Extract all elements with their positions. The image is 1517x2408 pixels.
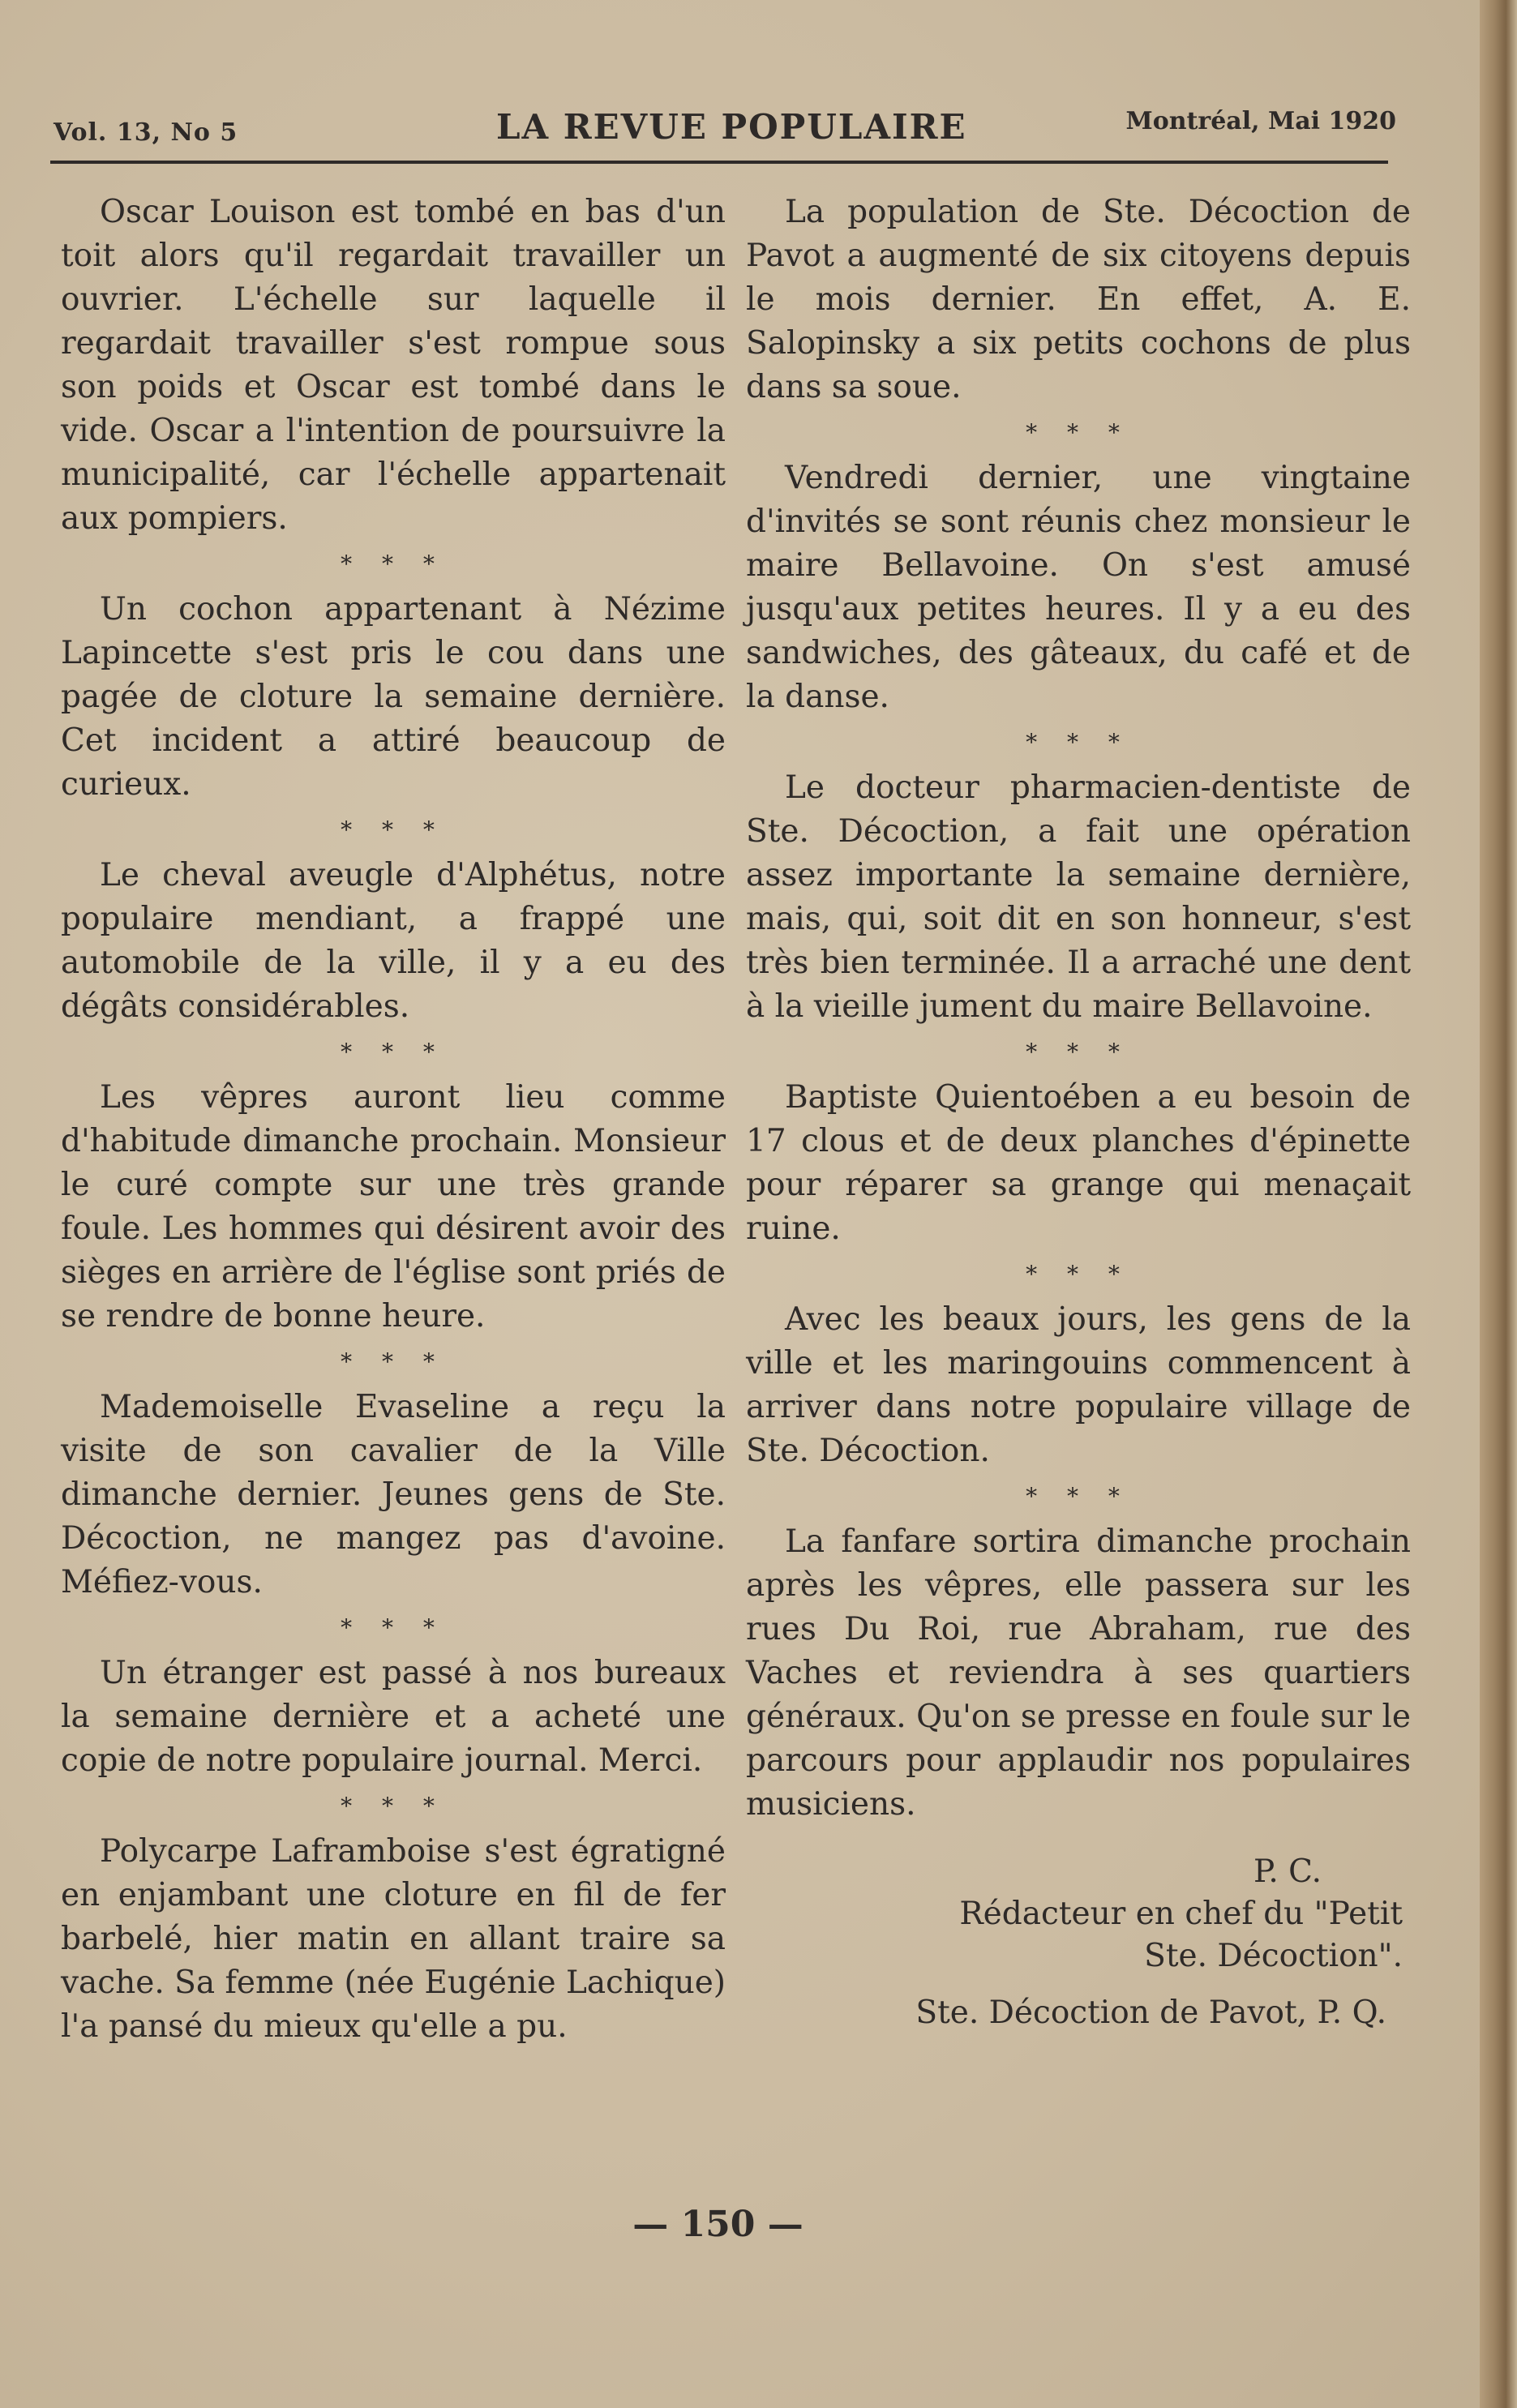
separator: * * *: [341, 1039, 446, 1065]
news-item: Un étranger est passé à nos bureaux la semaine dernière et a acheté une copie de notre populaire journal. Merci.: [61, 1655, 726, 1779]
news-item: Un cochon appartenant à Nézime Lapincette s'est pris le cou dans une pagée de cloture la semaine dernière. Cet incident a attiré beaucoup de curieux.: [61, 591, 726, 803]
header-rule: [50, 161, 1388, 164]
separator: * * *: [341, 1614, 446, 1641]
page-header: [50, 107, 1412, 156]
separator: * * *: [341, 551, 446, 577]
signature-initials: P. C.: [1253, 1853, 1322, 1890]
separator: * * *: [341, 1793, 446, 1819]
news-item: Les vêpres auront lieu comme d'habitude dimanche prochain. Monsieur le curé compte sur une très grande foule. Les hommes qui désirent avoir des sièges en arrière de l'église sont priés de se rendre de bonne heure.: [61, 1079, 726, 1335]
news-item: La population de Ste. Décoction de Pavot a augmenté de six citoyens depuis le mois dernier. En effet, A. E. Salopinsky a six petits cochons de plus dans sa soue.: [746, 194, 1411, 405]
right-column: [746, 191, 1411, 2034]
page-number: — 150 —: [632, 2204, 803, 2245]
news-item: Polycarpe Laframboise s'est égratigné en enjambant une cloture en fil de fer barbelé, hier matin en allant traire sa vache. Sa femme (née Eugénie Lachique) l'a pansé du mieux qu'elle a pu.: [61, 1833, 726, 2045]
left-column: [61, 191, 726, 2049]
news-item: La fanfare sortira dimanche prochain après les vêpres, elle passera sur les rues Du Roi, rue Abraham, rue des Vaches et reviendra à ses quartiers généraux. Qu'on se presse en foule sur le parcours pour applaudir nos populaires musiciens.: [746, 1523, 1411, 1823]
separator: * * *: [1026, 1039, 1131, 1065]
page-binding-edge: [1480, 0, 1517, 2408]
separator: * * *: [341, 816, 446, 843]
signature-block: [746, 1851, 1411, 2034]
volume-number: Vol. 13, No 5: [54, 118, 238, 147]
news-item: Avec les beaux jours, les gens de la ville et les maringouins commencent à arriver dans notre populaire village de Ste. Décoction.: [746, 1301, 1411, 1469]
publication-title: LA REVUE POPULAIRE: [496, 107, 967, 147]
separator: * * *: [341, 1348, 446, 1375]
news-item: Baptiste Quientoében a eu besoin de 17 clous et de deux planches d'épinette pour réparer sa grange qui menaçait ruine.: [746, 1079, 1411, 1247]
separator: * * *: [1026, 729, 1131, 756]
news-item: Le cheval aveugle d'Alphétus, notre populaire mendiant, a frappé une automobile de la ville, il y a eu des dégâts considérables.: [61, 857, 726, 1025]
separator: * * *: [1026, 1261, 1131, 1288]
signature-role-line1: Rédacteur en chef du "Petit: [959, 1896, 1403, 1932]
separator: * * *: [1026, 419, 1131, 446]
news-item: Le docteur pharmacien-dentiste de Ste. Décoction, a fait une opération assez importante la semaine dernière, mais, qui, soit dit en son honneur, s'est très bien terminée. Il a arraché une dent à la vieille jument du maire Bellavoine.: [746, 769, 1411, 1025]
issue-date: Montréal, Mai 1920: [1125, 107, 1396, 135]
signature-place: Ste. Décoction de Pavot, P. Q.: [915, 1995, 1386, 2031]
separator: * * *: [1026, 1483, 1131, 1510]
news-item: Mademoiselle Evaseline a reçu la visite de son cavalier de la Ville dimanche dernier. Jeunes gens de Ste. Décoction, ne mangez pas d'avoine. Méfiez-vous.: [61, 1389, 726, 1600]
news-item: Oscar Louison est tombé en bas d'un toit alors qu'il regardait travailler un ouvrier. L'échelle sur laquelle il regardait travailler s'est rompue sous son poids et Oscar est tombé dans le vide. Oscar a l'intention de poursuivre la municipalité, car l'échelle appartenait aux pompiers.: [61, 194, 726, 537]
signature-role-line2: Ste. Décoction".: [1144, 1938, 1403, 1974]
news-item: Vendredi dernier, une vingtaine d'invités se sont réunis chez monsieur le maire Bellavoine. On s'est amusé jusqu'aux petites heures. Il y a eu des sandwiches, des gâteaux, du café et de la danse.: [746, 460, 1411, 715]
